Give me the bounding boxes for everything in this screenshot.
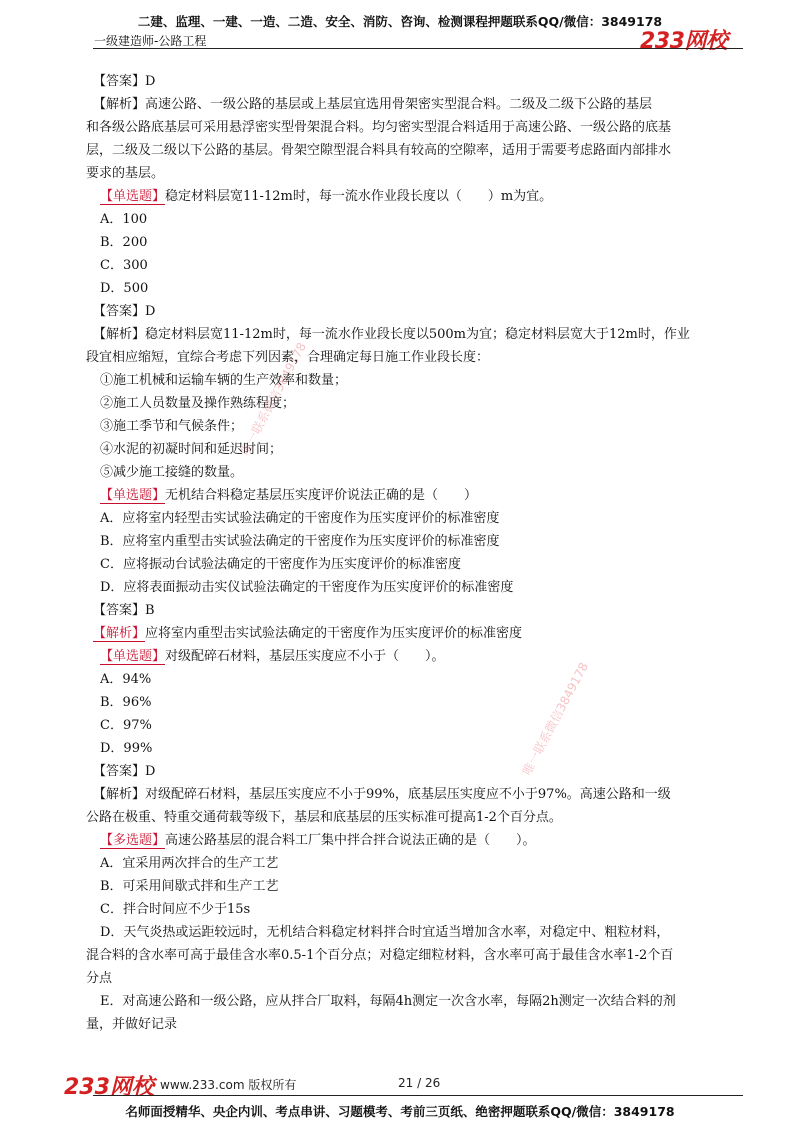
question-stem-text: 高速公路基层的混合料工厂集中拌合拌合说法正确的是（ ）。 — [165, 833, 536, 848]
answer-line — [86, 300, 746, 323]
question-stem-text: 稳定材料层宽11-12m时，每一流水作业段长度以（ ）m为宜。 — [165, 189, 553, 204]
header-divider — [93, 48, 743, 49]
watermark-2: 唯一联系微信3849178 — [519, 660, 592, 778]
option: D．99% — [100, 741, 153, 756]
option-continuation: 量，并做好记录 — [86, 1017, 178, 1032]
option: B．可采用间歇式拌和生产工艺 — [100, 879, 279, 894]
list-item: ①施工机械和运输车辆的生产效率和数量； — [100, 373, 348, 388]
analysis-line: 和各级公路底基层可采用悬浮密实型骨架混合料。均匀密实型混合料适用于高速公路、一级公路的底基 — [86, 120, 672, 135]
analysis-text: 应将室内重型击实试验法确定的干密度作为压实度评价的标准密度 — [145, 626, 523, 641]
watermark-1: 唯一联系微信3849178 — [237, 340, 310, 458]
analysis-line: 要求的基层。 — [86, 166, 165, 181]
header-contact-line: 二建、监理、一建、一造、二造、安全、消防、咨询、检测课程押题联系QQ/微信：3849178 — [137, 14, 663, 29]
analysis-tag: 【解析】 — [93, 327, 146, 342]
answer-tag: 【答案】 — [93, 304, 146, 319]
page-number: 21 / 26 — [398, 1076, 441, 1090]
analysis-line — [86, 323, 746, 346]
option: A．宜采用两次拌合的生产工艺 — [100, 856, 279, 871]
analysis-line — [86, 622, 746, 645]
option: B．96% — [100, 695, 152, 710]
header-logo: 233网校 — [640, 29, 728, 54]
option: D．500 — [100, 281, 149, 296]
answer-line — [86, 599, 746, 622]
answer-line — [86, 70, 746, 93]
analysis-text: 高速公路、一级公路的基层或上基层宜选用骨架密实型混合料。二级及二级下公路的基层 — [145, 97, 653, 112]
option: A．94% — [100, 672, 152, 687]
answer-tag: 【答案】 — [93, 603, 146, 618]
analysis-line — [86, 93, 746, 116]
option: A．应将室内轻型击实试验法确定的干密度作为压实度评价的标准密度 — [100, 511, 500, 526]
analysis-line: 公路在极重、特重交通荷载等级下，基层和底基层的压实标准可提高1-2个百分点。 — [86, 810, 562, 825]
option-continuation: 混合料的含水率可高于最佳含水率0.5-1个百分点；对稳定细粒材料，含水率可高于最佳含水率1-2个百 — [86, 948, 674, 963]
option: C．97% — [100, 718, 152, 733]
question-type-tag: 【单选题】 — [100, 488, 166, 503]
answer-text: B — [145, 603, 155, 618]
analysis-line: 层，二级及二级以下公路的基层。骨架空隙型混合料具有较高的空隙率，适用于需要考虑路面内部排水 — [86, 143, 672, 158]
option: C．300 — [100, 258, 148, 273]
question-stem — [86, 484, 746, 507]
question-stem — [86, 645, 746, 668]
question-type-tag: 【单选题】 — [100, 189, 166, 204]
footer-contact-line: 名师面授精华、央企内训、考点串讲、习题模考、考前三页纸、绝密押题联系QQ/微信：3849178 — [125, 1104, 675, 1119]
option: E．对高速公路和一级公路，应从拌合厂取料，每隔4h测定一次含水率，每隔2h测定一次结合料的剂 — [100, 994, 676, 1009]
answer-line — [86, 760, 746, 783]
document-body — [86, 70, 746, 1036]
answer-tag: 【答案】 — [93, 74, 146, 89]
option: B．应将室内重型击实试验法确定的干密度作为压实度评价的标准密度 — [100, 534, 500, 549]
analysis-text: 对级配碎石材料，基层压实度应不小于99%，底基层压实度应不小于97%。高速公路和一级 — [145, 787, 671, 802]
option: D．应将表面振动击实仪试验法确定的干密度作为压实度评价的标准密度 — [100, 580, 514, 595]
analysis-line — [86, 783, 746, 806]
question-type-tag: 【单选题】 — [100, 649, 166, 664]
list-item: ⑤减少施工接缝的数量。 — [100, 465, 244, 480]
analysis-text: 稳定材料层宽11-12m时，每一流水作业段长度以500m为宜；稳定材料层宽大于12m时，作业 — [145, 327, 690, 342]
list-item: ③施工季节和气候条件； — [100, 419, 244, 434]
header-subtitle: 一级建造师-公路工程 — [94, 34, 207, 48]
analysis-line: 段宜相应缩短，宜综合考虑下列因素，合理确定每日施工作业段长度： — [86, 350, 490, 365]
option: B．200 — [100, 235, 148, 250]
question-type-tag: 【多选题】 — [100, 833, 166, 848]
option: A．100 — [100, 212, 148, 227]
analysis-tag: 【解析】 — [93, 97, 146, 112]
answer-text: D — [145, 74, 156, 89]
list-item: ②施工人员数量及操作熟练程度； — [100, 396, 296, 411]
option: C．应将振动台试验法确定的干密度作为压实度评价的标准密度 — [100, 557, 461, 572]
analysis-tag: 【解析】 — [93, 626, 146, 641]
option: C．拌合时间应不少于15s — [100, 902, 251, 917]
answer-tag: 【答案】 — [93, 764, 146, 779]
footer-copyright: www.233.com 版权所有 — [160, 1078, 297, 1092]
question-stem — [86, 829, 746, 852]
option-continuation: 分点 — [86, 971, 113, 986]
list-item: ④水泥的初凝时间和延迟时间； — [100, 442, 283, 457]
answer-text: D — [145, 304, 156, 319]
question-stem — [86, 185, 746, 208]
footer-divider — [93, 1095, 743, 1096]
footer-logo: 233网校 — [64, 1075, 154, 1100]
option: D．天气炎热或运距较远时，无机结合料稳定材料拌合时宜适当增加含水率，对稳定中、粗粒材料， — [100, 925, 670, 940]
answer-text: D — [145, 764, 156, 779]
question-stem-text: 对级配碎石材料，基层压实度应不小于（ ）。 — [165, 649, 445, 664]
question-stem-text: 无机结合料稳定基层压实度评价说法正确的是（ ） — [165, 488, 478, 503]
analysis-tag: 【解析】 — [93, 787, 146, 802]
